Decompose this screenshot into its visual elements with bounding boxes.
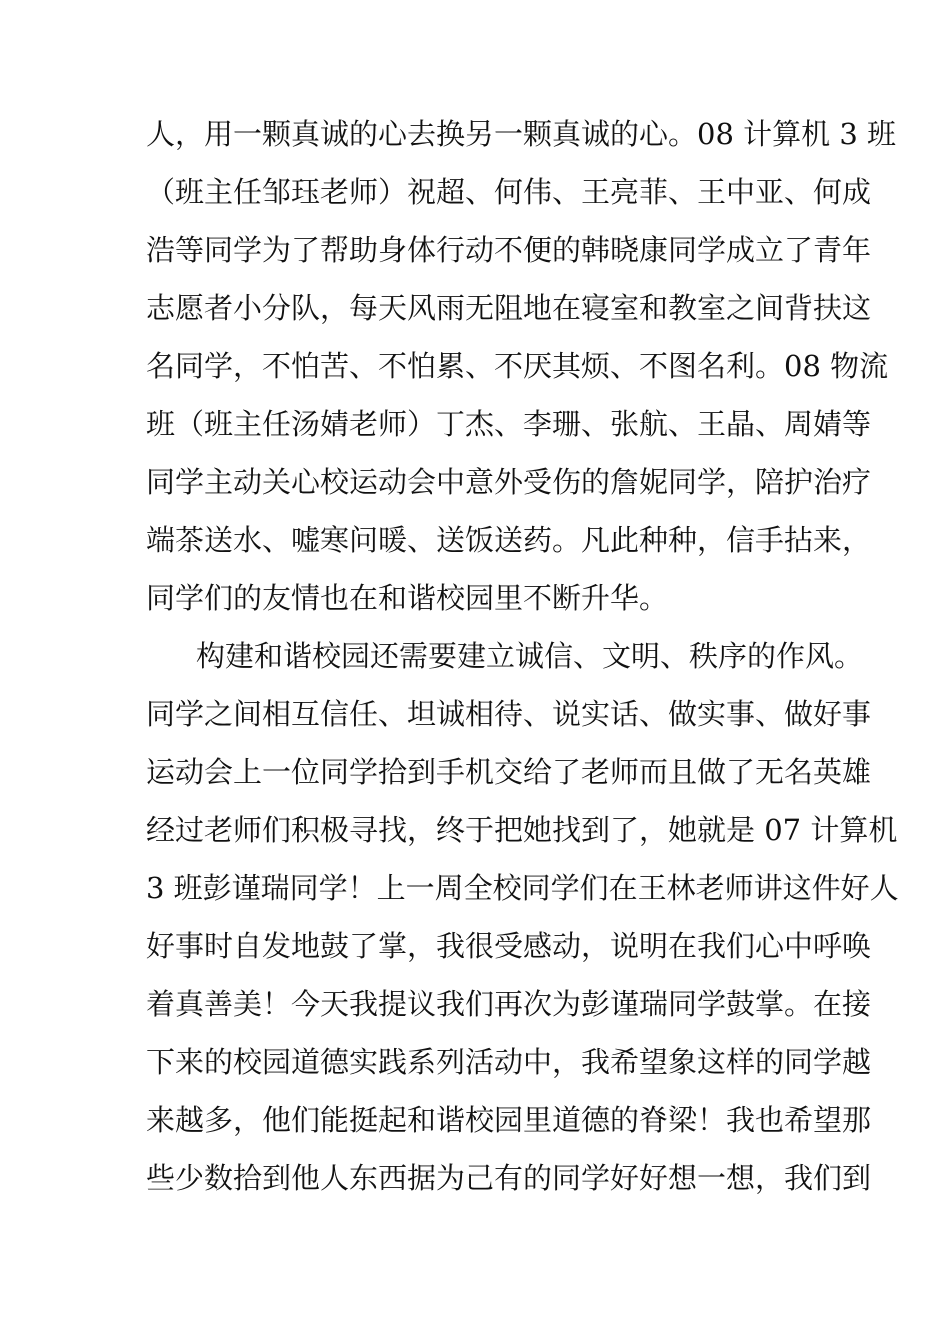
text-line: 3 班彭谨瑞同学！上一周全校同学们在王林老师讲这件好人	[146, 871, 899, 905]
paragraph-first-line: 构建和谐校园还需要建立诚信、文明、秩序的作风。	[196, 639, 864, 673]
text-line: （班主任邹珏老师）祝超、何伟、王亮菲、王中亚、何成	[146, 175, 872, 209]
text-line: 浩等同学为了帮助身体行动不便的韩晓康同学成立了青年	[146, 233, 872, 267]
text-line: 同学们的友情也在和谐校园里不断升华。	[146, 581, 669, 615]
text-line: 同学主动关心校运动会中意外受伤的詹妮同学，陪护治疗	[146, 465, 872, 499]
text-line: 来越多，他们能挺起和谐校园里道德的脊梁！我也希望那	[146, 1103, 872, 1137]
text-line: 志愿者小分队，每天风雨无阻地在寝室和教室之间背扶这	[146, 291, 872, 325]
text-line: 人，用一颗真诚的心去换另一颗真诚的心。08 计算机 3 班	[146, 117, 897, 151]
text-line: 下来的校园道德实践系列活动中，我希望象这样的同学越	[146, 1045, 872, 1079]
text-line: 运动会上一位同学拾到手机交给了老师而且做了无名英雄	[146, 755, 872, 789]
text-line: 端茶送水、嘘寒问暖、送饭送药。凡此种种，信手拈来，	[146, 523, 872, 557]
text-line: 些少数拾到他人东西据为己有的同学好好想一想，我们到	[146, 1161, 872, 1195]
text-line: 名同学，不怕苦、不怕累、不厌其烦、不图名利。08 物流	[146, 349, 889, 383]
text-line: 同学之间相互信任、坦诚相待、说实话、做实事、做好事	[146, 697, 872, 731]
text-line: 班（班主任汤婧老师）丁杰、李珊、张航、王晶、周婧等	[146, 407, 872, 441]
text-line: 好事时自发地鼓了掌，我很受感动，说明在我们心中呼唤	[146, 929, 872, 963]
text-line: 着真善美！今天我提议我们再次为彭谨瑞同学鼓掌。在接	[146, 987, 872, 1021]
text-line: 经过老师们积极寻找，终于把她找到了，她就是 07 计算机	[146, 813, 898, 847]
